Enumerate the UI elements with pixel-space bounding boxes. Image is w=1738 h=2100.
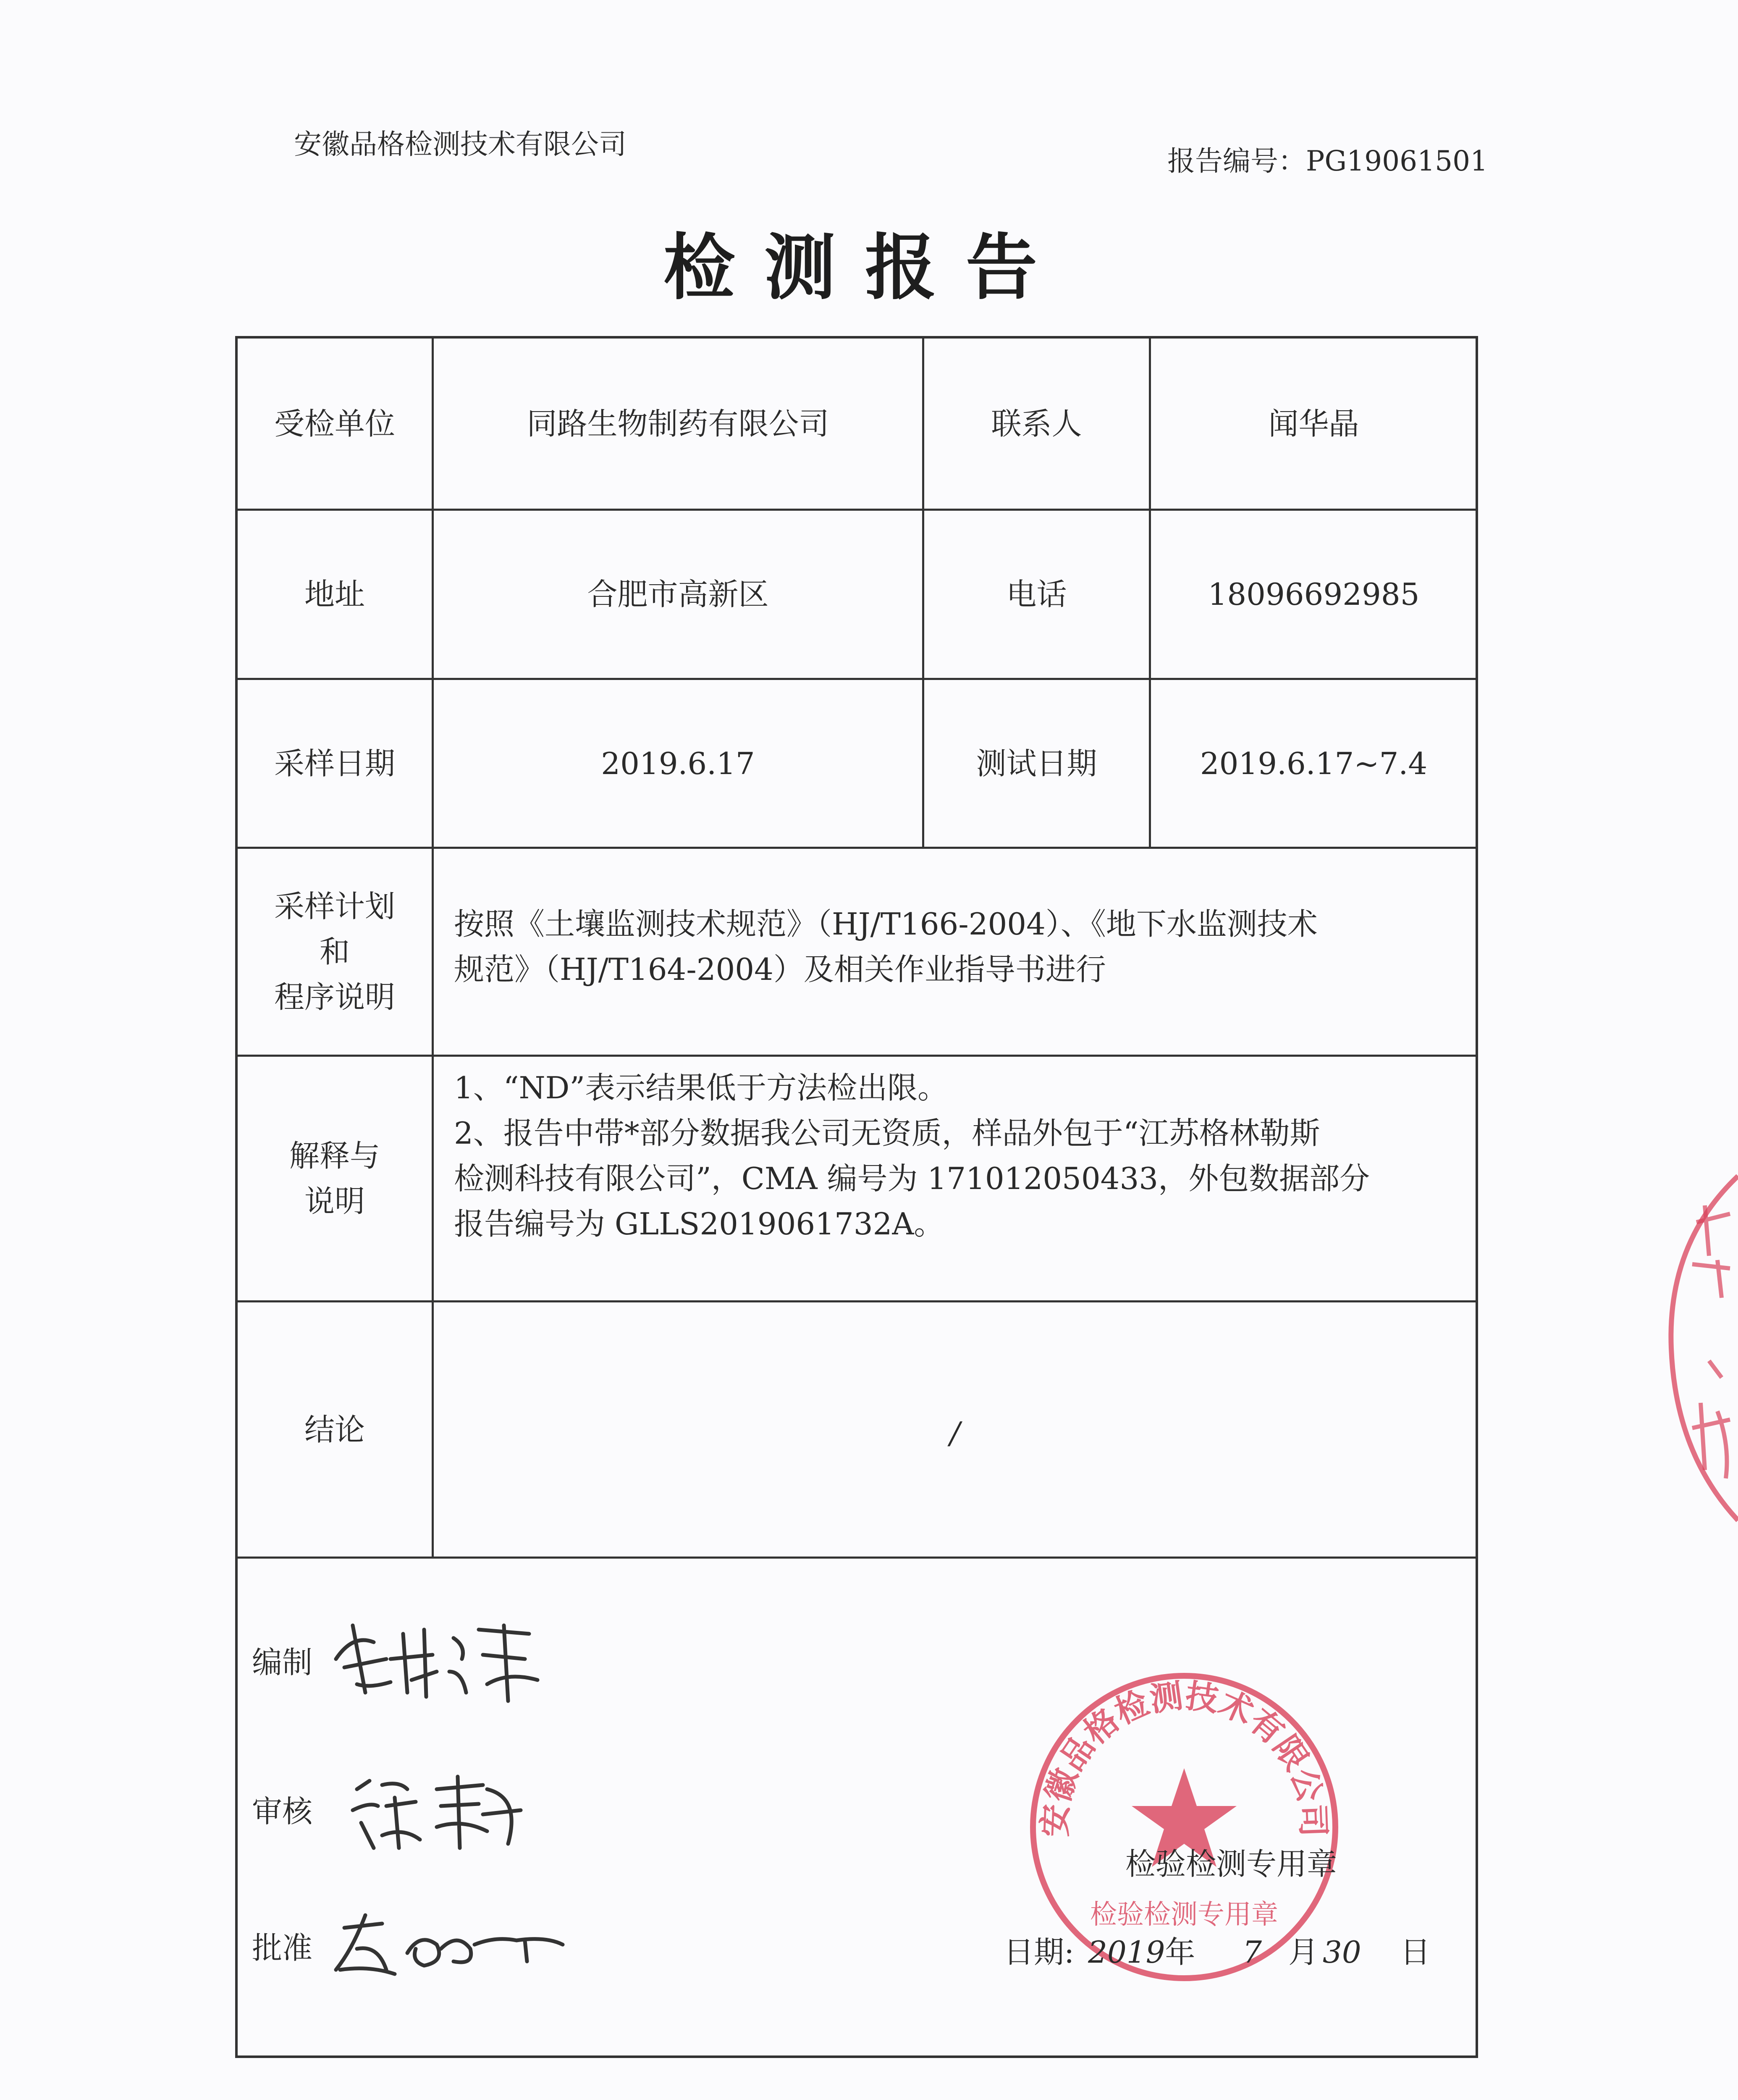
plan-label-line: 和 <box>319 934 350 969</box>
report-number-value: PG19061501 <box>1306 145 1488 177</box>
reviewed-signature <box>344 1764 529 1856</box>
reviewed-label: 审核 <box>252 1794 313 1829</box>
table-divider <box>238 1557 1476 1559</box>
notes-line: 1、“ND”表示结果低于方法检出限。 <box>454 1070 948 1105</box>
test-date-value: 2019.6.17~7.4 <box>1200 746 1428 781</box>
svg-text:安徽品格检测技术有限公司: 安徽品格检测技术有限公司 <box>1036 1677 1332 1838</box>
client-value: 同路生物制药有限公司 <box>527 406 829 441</box>
stamp-caption: 检验检测专用章 <box>1125 1846 1337 1882</box>
approved-label: 批准 <box>252 1930 313 1966</box>
notes-line: 2、报告中带*部分数据我公司无资质，样品外包于“江苏格林勒斯 <box>454 1116 1320 1151</box>
sampling-date-value: 2019.6.17 <box>601 746 755 781</box>
plan-text-line: 按照《土壤监测技术规范》（HJ/T166-2004）、《地下水监测技术 <box>454 906 1318 942</box>
approved-signature <box>328 1907 571 1982</box>
report-number-label: 报告编号： <box>1167 145 1306 177</box>
test-date-label: 测试日期 <box>976 746 1097 781</box>
page-title: 检测报告 <box>663 226 1067 310</box>
address-label: 地址 <box>304 577 365 612</box>
notes-label-line: 解释与 <box>289 1138 380 1173</box>
plan-label-line: 程序说明 <box>274 979 395 1015</box>
contact-label: 联系人 <box>991 406 1082 441</box>
notes-line: 检测科技有限公司”，CMA 编号为 171012050433，外包数据部分 <box>454 1161 1370 1196</box>
phone-value: 18096692985 <box>1208 577 1420 612</box>
plan-text-line: 规范》（HJ/T164-2004）及相关作业指导书进行 <box>454 952 1106 987</box>
notes-label-line: 说明 <box>304 1184 365 1219</box>
date-day-unit: 日 <box>1400 1935 1431 1970</box>
date-day: 30 <box>1323 1935 1361 1970</box>
edge-seal <box>1659 1159 1738 1537</box>
conclusion-value: / <box>950 1415 960 1451</box>
date-year: 2019 <box>1088 1935 1165 1970</box>
plan-label-line: 采样计划 <box>274 889 395 924</box>
plan-label <box>238 849 432 1055</box>
date-year-unit: 年 <box>1165 1935 1195 1970</box>
date-month-unit: 月 <box>1288 1935 1319 1970</box>
notes-label <box>238 1057 432 1300</box>
report-number <box>1167 139 1488 178</box>
prepared-label: 编制 <box>252 1645 313 1680</box>
contact-value: 闻华晶 <box>1268 406 1359 441</box>
svg-text:检验检测专用章: 检验检测专用章 <box>1090 1900 1278 1929</box>
notes-line: 报告编号为 GLLS2019061732A。 <box>454 1206 944 1242</box>
date-label: 日期: <box>1004 1935 1075 1970</box>
conclusion-label: 结论 <box>304 1412 365 1447</box>
phone-label: 电话 <box>1006 577 1067 612</box>
notes-text <box>454 1065 1470 1247</box>
date-month: 7 <box>1243 1935 1262 1970</box>
address-value: 合肥市高新区 <box>587 577 769 612</box>
client-label: 受检单位 <box>274 406 395 441</box>
company-name: 安徽品格检测技术有限公司 <box>294 128 627 160</box>
prepared-signature <box>328 1609 546 1705</box>
plan-text <box>454 901 1470 992</box>
sampling-date-label: 采样日期 <box>274 746 395 781</box>
sign-date <box>1004 1928 1431 1971</box>
